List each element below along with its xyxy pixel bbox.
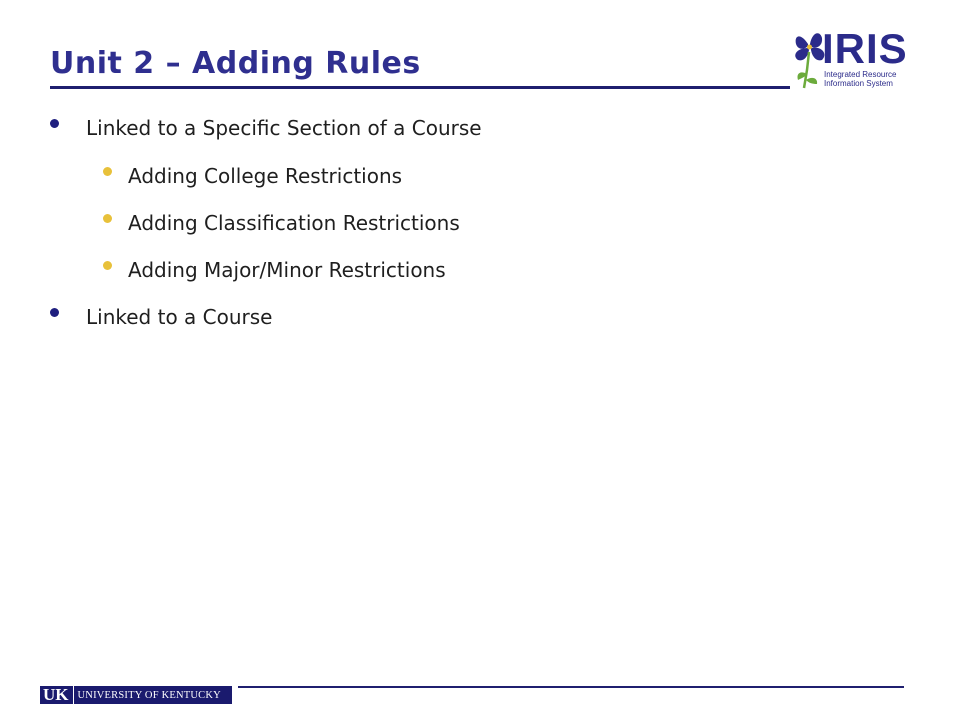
uk-name: UNIVERSITY OF KENTUCKY — [77, 689, 221, 701]
bullet-dot-level2 — [103, 214, 112, 223]
iris-wordmark: IRIS — [822, 25, 908, 72]
bullet-dot-level2 — [103, 261, 112, 270]
bullet-dot-level2 — [103, 167, 112, 176]
bullet-dot-level1 — [50, 119, 59, 128]
iris-subtitle-line1: Integrated Resource — [824, 70, 897, 79]
bullet-item: Adding College Restrictions — [128, 164, 403, 188]
uk-monogram: UK — [40, 686, 74, 704]
bullet-item: Linked to a Specific Section of a Course — [86, 116, 482, 140]
iris-subtitle-line2: Information System — [824, 79, 893, 88]
bullet-item: Adding Major/Minor Restrictions — [128, 258, 446, 282]
bullet-item: Adding Classification Restrictions — [128, 211, 460, 235]
bullet-item: Linked to a Course — [86, 305, 273, 329]
footer-rule — [238, 686, 904, 688]
bullet-dot-level1 — [50, 308, 59, 317]
university-of-kentucky-logo — [40, 686, 232, 704]
slide-title: Unit 2 – Adding Rules — [50, 46, 421, 81]
